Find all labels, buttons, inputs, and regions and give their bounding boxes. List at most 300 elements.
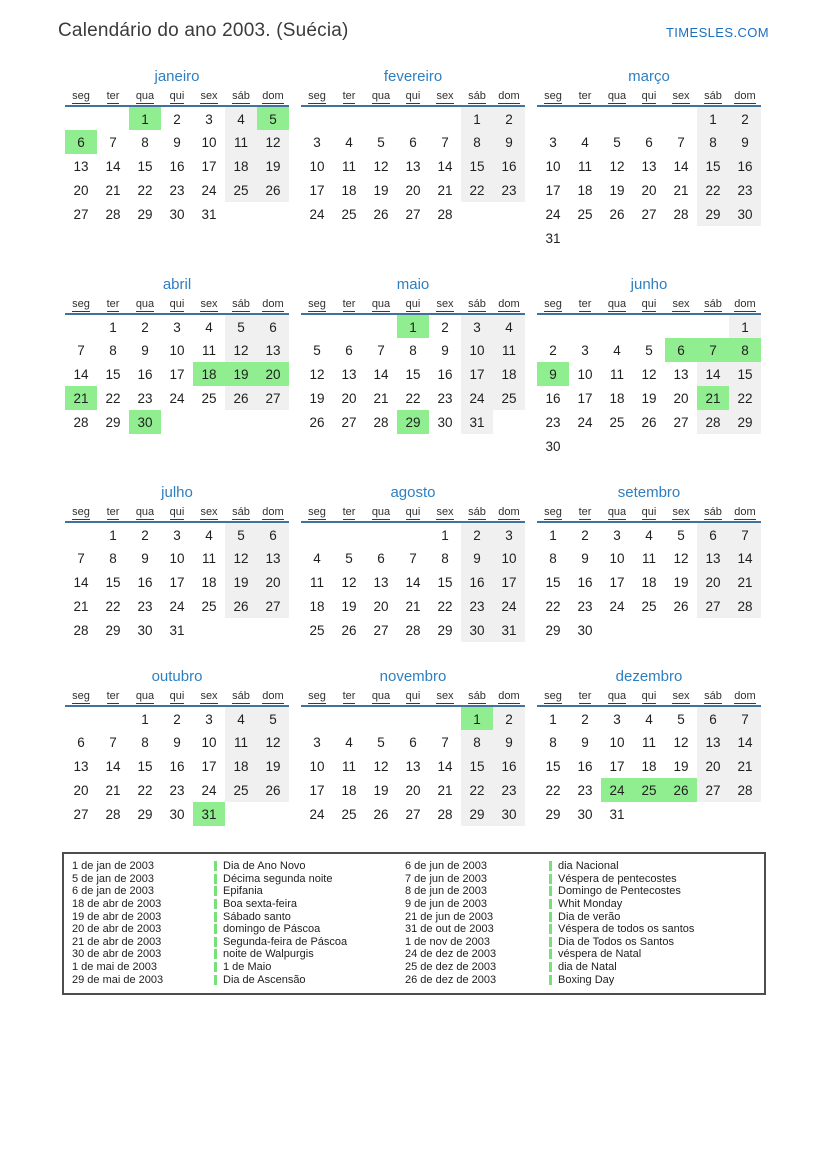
date-cell: 31 [461, 410, 493, 434]
month-title[interactable]: março [628, 68, 670, 85]
empty-cell [665, 802, 697, 826]
date-cell: 11 [225, 730, 257, 754]
date-cell: 21 [673, 182, 689, 198]
legend-date: 24 de dez de 2003 [405, 948, 497, 961]
date-cell: 21 [729, 754, 761, 778]
weekday-header [493, 690, 525, 706]
date-cell: 22 [545, 598, 561, 614]
date-cell: 22 [545, 782, 561, 798]
weekday-label: seg [72, 690, 90, 702]
weekday-header [633, 90, 665, 106]
empty-cell [601, 226, 633, 250]
date-cell: 12 [673, 550, 689, 566]
weekday-label: sáb [468, 506, 486, 518]
week-row [65, 178, 289, 202]
date-cell: 30 [577, 622, 593, 638]
date-cell: 15 [461, 154, 493, 178]
week-row [301, 754, 525, 778]
date-cell: 18 [201, 574, 217, 590]
legend-color-bar [549, 949, 552, 959]
weekday-header [129, 90, 161, 106]
date-cell: 28 [697, 410, 729, 434]
weekday-label: ter [342, 506, 356, 518]
date-cell: 1 [549, 527, 557, 543]
week-row [537, 154, 761, 178]
month-title[interactable]: outubro [151, 668, 203, 685]
date-cell: 20 [405, 182, 421, 198]
month-title[interactable]: agosto [390, 484, 436, 501]
date-cell: 29 [105, 414, 121, 430]
date-cell: 13 [673, 366, 689, 382]
weekday-label: dom [498, 298, 520, 310]
date-cell: 4 [225, 106, 257, 130]
site-link[interactable]: TIMESLES.COM [665, 25, 769, 40]
legend-color-bar [214, 912, 217, 922]
weekday-header [537, 298, 569, 314]
weekday-header [333, 506, 365, 522]
month-table [65, 506, 289, 642]
date-cell: 1 [549, 711, 557, 727]
week-row [537, 522, 761, 546]
date-cell: 20 [257, 570, 289, 594]
weekday-label: seg [72, 298, 90, 310]
date-cell: 23 [137, 598, 153, 614]
date-cell: 17 [309, 782, 325, 798]
empty-cell [365, 522, 397, 546]
date-cell: 22 [729, 386, 761, 410]
legend-holiday [549, 923, 764, 936]
week-row [537, 106, 761, 130]
date-cell: 31 [169, 622, 185, 638]
date-cell: 6 [409, 134, 417, 150]
date-cell: 22 [137, 182, 153, 198]
date-cell: 3 [461, 314, 493, 338]
weekday-label: seg [308, 506, 326, 518]
weekday-header-row [537, 298, 761, 314]
date-cell: 15 [137, 758, 153, 774]
week-row [537, 410, 761, 434]
date-cell: 9 [493, 130, 525, 154]
weekday-header [257, 506, 289, 522]
legend-dates-right [397, 860, 549, 986]
empty-cell [333, 522, 365, 546]
empty-cell [665, 106, 697, 130]
weekday-label: ter [106, 506, 120, 518]
date-cell: 26 [225, 594, 257, 618]
weekday-label: sáb [704, 298, 722, 310]
date-cell: 26 [665, 778, 697, 802]
weekday-header-row [65, 90, 289, 106]
month-table [301, 90, 525, 226]
weekday-header [193, 690, 225, 706]
weekday-header [225, 90, 257, 106]
week-row [301, 178, 525, 202]
legend-date: 1 de mai de 2003 [72, 961, 158, 974]
month-title[interactable]: janeiro [154, 68, 200, 85]
empty-cell [225, 618, 257, 642]
weekday-header [493, 298, 525, 314]
date-cell: 24 [601, 778, 633, 802]
date-cell: 1 [729, 314, 761, 338]
legend-holiday-name: Whit Monday [558, 898, 623, 911]
weekday-header-row [65, 690, 289, 706]
date-cell: 8 [549, 734, 557, 750]
month-novembro [301, 668, 525, 826]
weekday-header [333, 90, 365, 106]
date-cell: 2 [173, 711, 181, 727]
date-cell: 12 [609, 158, 625, 174]
date-cell: 23 [169, 782, 185, 798]
date-cell: 1 [141, 711, 149, 727]
legend-color-bar [549, 924, 552, 934]
date-cell: 2 [549, 342, 557, 358]
empty-cell [697, 802, 729, 826]
weekday-label: qui [405, 90, 421, 102]
weekday-label: sex [672, 298, 690, 310]
date-cell: 25 [577, 206, 593, 222]
weekday-header [65, 506, 97, 522]
date-cell: 23 [545, 414, 561, 430]
date-cell: 3 [313, 134, 321, 150]
empty-cell [633, 618, 665, 642]
date-cell: 31 [609, 806, 625, 822]
weekday-label: sex [436, 690, 454, 702]
date-cell: 23 [729, 178, 761, 202]
date-cell: 19 [673, 758, 689, 774]
legend-holiday-name: Véspera de pentecostes [558, 872, 677, 885]
week-row [301, 546, 525, 570]
date-cell: 28 [437, 806, 453, 822]
date-cell: 12 [373, 758, 389, 774]
month-table [301, 690, 525, 826]
date-cell: 21 [697, 386, 729, 410]
weekday-header [97, 90, 129, 106]
weekday-header [397, 506, 429, 522]
week-row [537, 754, 761, 778]
date-cell: 28 [73, 622, 89, 638]
weekday-header [729, 298, 761, 314]
date-cell: 1 [697, 106, 729, 130]
date-cell: 13 [641, 158, 657, 174]
empty-cell [65, 522, 97, 546]
weekday-label: seg [72, 90, 90, 102]
legend-holiday-name: Véspera de todos os santos [558, 923, 695, 936]
date-cell: 17 [609, 758, 625, 774]
date-cell: 24 [169, 598, 185, 614]
weekday-header [729, 690, 761, 706]
weekday-label: sáb [704, 690, 722, 702]
week-row [301, 314, 525, 338]
date-cell: 9 [441, 342, 449, 358]
legend-date: 6 de jan de 2003 [72, 885, 154, 898]
weekday-label: sex [672, 90, 690, 102]
weekday-label: dom [498, 90, 520, 102]
date-cell: 30 [129, 410, 161, 434]
date-cell: 22 [105, 390, 121, 406]
date-cell: 21 [437, 782, 453, 798]
week-row [537, 730, 761, 754]
date-cell: 30 [493, 802, 525, 826]
holiday-legend [62, 852, 766, 995]
weekday-header [97, 298, 129, 314]
date-cell: 5 [377, 134, 385, 150]
date-cell: 28 [437, 206, 453, 222]
page-header [0, 0, 827, 42]
weekday-label: sex [672, 690, 690, 702]
date-cell: 15 [105, 366, 121, 382]
legend-color-bar [549, 912, 552, 922]
month-title[interactable]: abril [162, 276, 192, 293]
weekday-header [129, 506, 161, 522]
weekday-header [633, 298, 665, 314]
weekday-header [161, 298, 193, 314]
empty-cell [493, 410, 525, 434]
date-cell: 27 [373, 622, 389, 638]
date-cell: 31 [545, 230, 561, 246]
empty-cell [633, 106, 665, 130]
empty-cell [365, 314, 397, 338]
weekday-label: sáb [704, 506, 722, 518]
date-cell: 12 [257, 130, 289, 154]
date-cell: 15 [437, 574, 453, 590]
date-cell: 3 [581, 342, 589, 358]
month-title[interactable]: maio [396, 276, 430, 293]
date-cell: 5 [645, 342, 653, 358]
date-cell: 5 [257, 106, 289, 130]
date-cell: 3 [613, 711, 621, 727]
week-row [301, 522, 525, 546]
legend-holiday [214, 873, 397, 886]
weekday-header-row [537, 690, 761, 706]
month-title[interactable]: fevereiro [383, 68, 443, 85]
empty-cell [729, 434, 761, 458]
weekday-header [193, 298, 225, 314]
weekday-label: qua [607, 506, 627, 518]
week-row [301, 410, 525, 434]
empty-cell [633, 314, 665, 338]
legend-holiday-name: domingo de Páscoa [223, 923, 321, 936]
date-cell: 17 [545, 182, 561, 198]
weekday-label: qui [641, 506, 657, 518]
date-cell: 5 [313, 342, 321, 358]
weekday-label: sex [200, 690, 218, 702]
date-cell: 28 [673, 206, 689, 222]
date-cell: 11 [609, 366, 624, 382]
date-cell: 19 [641, 390, 657, 406]
weekday-label: qui [405, 506, 421, 518]
weekday-header [537, 90, 569, 106]
weekday-header [697, 690, 729, 706]
month-table [65, 690, 289, 826]
empty-cell [601, 618, 633, 642]
calendar-grid [65, 68, 827, 826]
month-title[interactable]: junho [630, 276, 668, 293]
legend-color-bar [214, 962, 217, 972]
date-cell: 25 [493, 386, 525, 410]
week-row [537, 386, 761, 410]
date-cell: 9 [141, 550, 149, 566]
weekday-label: qua [135, 690, 155, 702]
weekday-label: ter [578, 506, 592, 518]
date-cell: 10 [609, 550, 625, 566]
date-cell: 5 [677, 527, 685, 543]
date-cell: 22 [405, 390, 421, 406]
weekday-header [225, 506, 257, 522]
week-row [65, 730, 289, 754]
date-cell: 12 [309, 366, 325, 382]
month-outubro [65, 668, 289, 826]
date-cell: 23 [169, 182, 185, 198]
page-title: Calendário do ano 2003. (Suécia) [58, 20, 349, 41]
week-row [65, 410, 289, 434]
weekday-label: dom [734, 690, 756, 702]
date-cell: 8 [549, 550, 557, 566]
weekday-header [461, 506, 493, 522]
legend-holiday-name: 1 de Maio [223, 961, 272, 974]
legend-color-bar [549, 899, 552, 909]
date-cell: 27 [73, 206, 89, 222]
date-cell: 16 [169, 758, 185, 774]
date-cell: 23 [461, 594, 493, 618]
date-cell: 14 [73, 366, 89, 382]
date-cell: 2 [729, 106, 761, 130]
legend-holiday [549, 961, 764, 974]
date-cell: 11 [309, 574, 324, 590]
date-cell: 24 [577, 414, 593, 430]
date-cell: 24 [309, 806, 325, 822]
date-cell: 22 [105, 598, 121, 614]
date-cell: 11 [201, 342, 216, 358]
date-cell: 19 [673, 574, 689, 590]
legend-date: 18 de abr de 2003 [72, 898, 162, 911]
week-row [537, 202, 761, 226]
date-cell: 25 [225, 778, 257, 802]
weekday-header [601, 506, 633, 522]
weekday-label: sex [200, 90, 218, 102]
legend-color-bar [214, 949, 217, 959]
weekday-header [537, 506, 569, 522]
date-cell: 30 [545, 438, 561, 454]
date-cell: 23 [493, 178, 525, 202]
week-row [65, 154, 289, 178]
weekday-header [161, 690, 193, 706]
date-cell: 17 [461, 362, 493, 386]
date-cell: 14 [73, 574, 89, 590]
weekday-header [665, 690, 697, 706]
date-cell: 27 [697, 778, 729, 802]
month-title[interactable]: julho [161, 484, 193, 501]
week-row [301, 386, 525, 410]
date-cell: 8 [697, 130, 729, 154]
date-cell: 14 [697, 362, 729, 386]
date-cell: 2 [493, 106, 525, 130]
weekday-header [65, 90, 97, 106]
date-cell: 14 [673, 158, 689, 174]
weekday-label: ter [106, 298, 120, 310]
legend-holiday-name: noite de Walpurgis [223, 948, 314, 961]
date-cell: 16 [493, 154, 525, 178]
week-row [65, 130, 289, 154]
date-cell: 15 [697, 154, 729, 178]
weekday-label: qua [371, 90, 391, 102]
date-cell: 3 [205, 711, 213, 727]
legend-date: 29 de mai de 2003 [72, 973, 164, 986]
month-table [65, 298, 289, 434]
weekday-label: qua [135, 298, 155, 310]
month-agosto [301, 484, 525, 642]
date-cell: 25 [309, 622, 325, 638]
month-title[interactable]: novembro [379, 668, 447, 685]
date-cell: 3 [613, 527, 621, 543]
week-row [65, 362, 289, 386]
date-cell: 14 [373, 366, 389, 382]
date-cell: 22 [461, 778, 493, 802]
month-table [301, 506, 525, 642]
week-row [301, 570, 525, 594]
weekday-header [461, 90, 493, 106]
date-cell: 29 [545, 622, 561, 638]
weekday-header [601, 690, 633, 706]
date-cell: 6 [697, 522, 729, 546]
empty-cell [665, 434, 697, 458]
date-cell: 29 [697, 202, 729, 226]
date-cell: 13 [697, 730, 729, 754]
date-cell: 8 [461, 130, 493, 154]
empty-cell [569, 226, 601, 250]
week-row [537, 226, 761, 250]
weekday-header [633, 506, 665, 522]
date-cell: 11 [641, 550, 656, 566]
date-cell: 6 [65, 130, 97, 154]
month-abril [65, 276, 289, 458]
weekday-label: dom [262, 298, 284, 310]
date-cell: 4 [645, 711, 653, 727]
month-setembro [537, 484, 761, 642]
date-cell: 4 [205, 319, 213, 335]
week-row [301, 618, 525, 642]
date-cell: 19 [257, 154, 289, 178]
date-cell: 18 [577, 182, 593, 198]
legend-holiday [549, 973, 764, 986]
empty-cell [729, 618, 761, 642]
date-cell: 28 [729, 778, 761, 802]
month-title[interactable]: dezembro [615, 668, 683, 685]
date-cell: 19 [257, 754, 289, 778]
empty-cell [365, 106, 397, 130]
date-cell: 20 [257, 362, 289, 386]
weekday-header [257, 690, 289, 706]
weekday-header [461, 298, 493, 314]
legend-holiday-name: véspera de Natal [558, 948, 642, 961]
month-title[interactable]: setembro [617, 484, 681, 501]
weekday-label: sáb [468, 298, 486, 310]
date-cell: 9 [537, 362, 569, 386]
date-cell: 18 [493, 362, 525, 386]
date-cell: 11 [577, 158, 592, 174]
week-row [301, 130, 525, 154]
weekday-header [665, 298, 697, 314]
legend-holiday [214, 936, 397, 949]
week-row [301, 802, 525, 826]
legend-holiday-name: Décima segunda noite [223, 872, 333, 885]
date-cell: 29 [461, 802, 493, 826]
date-cell: 19 [225, 362, 257, 386]
date-cell: 24 [309, 206, 325, 222]
legend-date: 6 de jun de 2003 [405, 860, 487, 873]
week-row [65, 570, 289, 594]
weekday-label: qui [641, 298, 657, 310]
month-fevereiro [301, 68, 525, 250]
